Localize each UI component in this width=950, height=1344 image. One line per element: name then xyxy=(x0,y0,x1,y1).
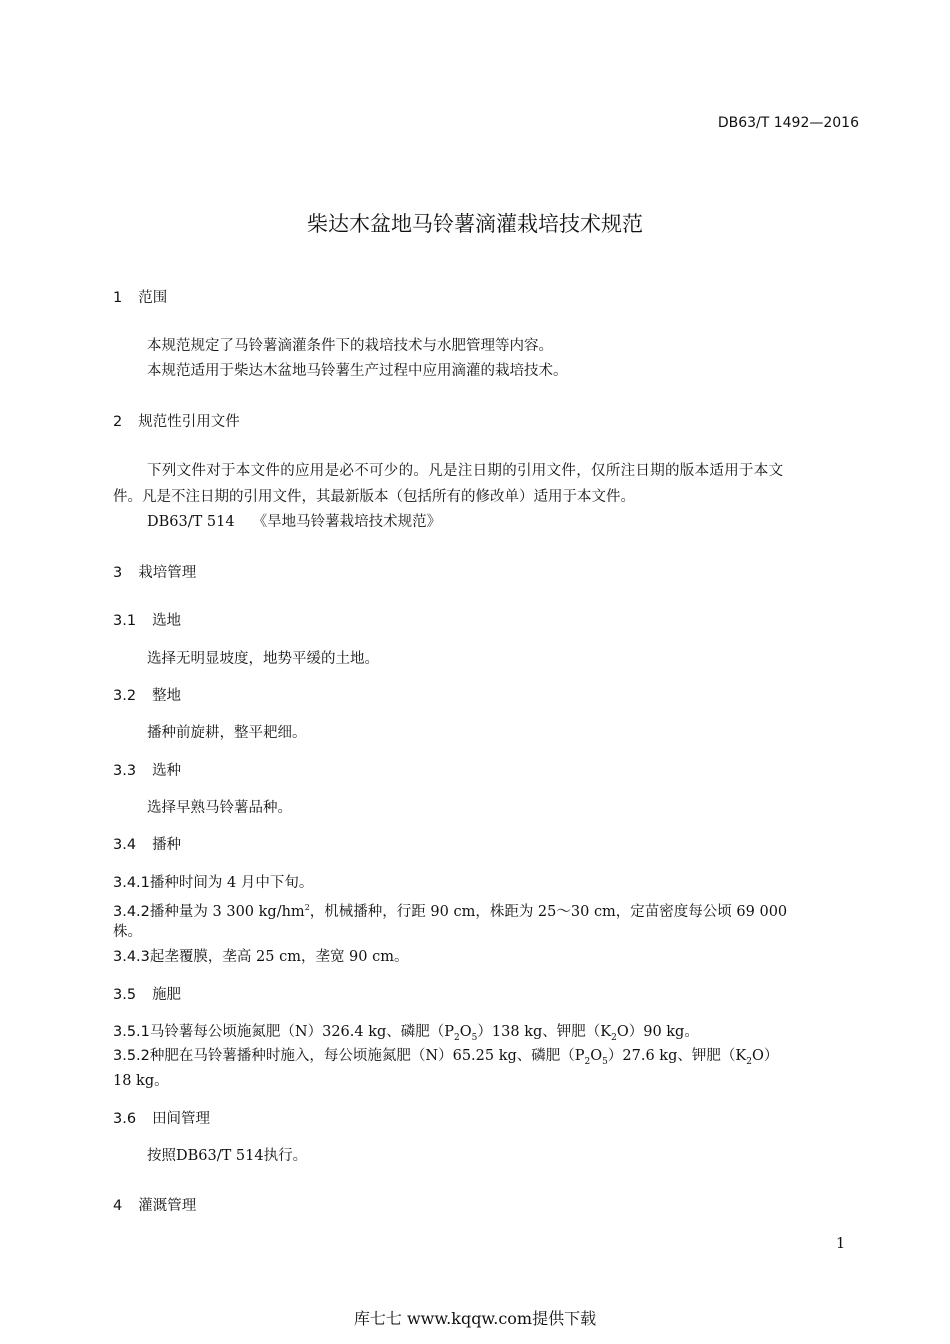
clause xyxy=(113,873,313,893)
clause-text: ，机械播种，行距 90 cm，株距为 25～30 cm，定苗密度每公顷 69 000 xyxy=(309,903,788,920)
paragraph: 按照DB63/T 514执行。 xyxy=(147,1148,308,1164)
section-title: 范围 xyxy=(138,290,168,306)
subscript: 5 xyxy=(602,1056,608,1067)
paragraph: 下列文件对于本文件的应用是必不可少的。凡是注日期的引用文件，仅所注日期的版本适用于本文 xyxy=(147,463,784,479)
section-title: 播种 xyxy=(152,837,182,853)
reference-item xyxy=(147,512,441,532)
section-number: 2 xyxy=(113,414,123,430)
clause-number: 3.4.3 xyxy=(113,949,150,965)
reference-title: 《旱地马铃薯栽培技术规范》 xyxy=(252,514,442,530)
clause-text: O xyxy=(590,1048,603,1064)
page-number: 1 xyxy=(836,1236,846,1252)
clause-text: 播种时间为 4 月中下旬。 xyxy=(149,875,314,891)
section-1-heading xyxy=(113,288,167,308)
section-number: 1 xyxy=(113,290,123,306)
clause-number: 3.5.2 xyxy=(113,1048,150,1064)
section-number: 4 xyxy=(113,1198,123,1214)
section-title: 规范性引用文件 xyxy=(138,414,240,430)
subscript: 2 xyxy=(746,1056,752,1067)
paragraph: 件。凡是不注日期的引用文件，其最新版本（包括所有的修改单）适用于本文件。 xyxy=(113,489,635,505)
section-number: 3.4 xyxy=(113,837,137,853)
clause-text: 种肥在马铃薯播种时施入，每公顷施氮肥（N）65.25 kg、磷肥（P xyxy=(149,1048,585,1064)
clause-number: 3.4.1 xyxy=(113,875,150,891)
clause-text: 马铃薯每公顷施氮肥（N）326.4 kg、磷肥（P xyxy=(149,1024,455,1040)
paragraph: 选择早熟马铃薯品种。 xyxy=(147,800,292,816)
section-number: 3.2 xyxy=(113,688,137,704)
clause xyxy=(113,1046,778,1072)
subsection-heading xyxy=(113,686,181,706)
clause-continuation: 株。 xyxy=(113,924,142,940)
section-number: 3.1 xyxy=(113,613,137,629)
clause-text: 起垄覆膜，垄高 25 cm，垄宽 90 cm。 xyxy=(149,949,409,965)
section-number: 3 xyxy=(113,565,123,581)
subsection-heading xyxy=(113,761,181,781)
subsection-heading xyxy=(113,1109,210,1129)
section-2-heading xyxy=(113,412,240,432)
section-title: 田间管理 xyxy=(152,1111,211,1127)
subsection-heading xyxy=(113,611,181,631)
clause xyxy=(113,1022,699,1048)
document-title: 柴达木盆地马铃薯滴灌栽培技术规范 xyxy=(307,212,643,236)
clause xyxy=(113,898,787,922)
subscript: 2 xyxy=(584,1056,591,1067)
section-number: 3.6 xyxy=(113,1111,137,1127)
section-number: 3.5 xyxy=(113,987,137,1003)
clause xyxy=(113,947,408,967)
clause-text: O）90 kg。 xyxy=(616,1024,699,1040)
section-number: 3.3 xyxy=(113,763,137,779)
paragraph: 本规范规定了马铃薯滴灌条件下的栽培技术与水肥管理等内容。 xyxy=(147,338,553,354)
section-title: 选地 xyxy=(152,613,182,629)
paragraph: 播种前旋耕，整平耙细。 xyxy=(147,725,307,741)
section-3-heading xyxy=(113,563,196,583)
clause-text: ）27.6 kg、钾肥（K xyxy=(607,1048,747,1064)
clause-continuation: 18 kg。 xyxy=(113,1073,169,1089)
clause-text: O） xyxy=(751,1048,779,1064)
subscript: 5 xyxy=(471,1032,478,1043)
paragraph: 本规范适用于柴达木盆地马铃薯生产过程中应用滴灌的栽培技术。 xyxy=(147,363,568,379)
section-title: 选种 xyxy=(152,763,182,779)
clause-text: 播种量为 3 300 kg/hm xyxy=(149,903,305,920)
section-title: 栽培管理 xyxy=(138,565,197,581)
superscript: 2 xyxy=(304,903,310,912)
clause-text: O xyxy=(459,1024,472,1040)
clause-text: ）138 kg、钾肥（K xyxy=(477,1024,612,1040)
subsection-heading xyxy=(113,835,181,855)
footer-watermark: 库七七 www.kqqw.com提供下载 xyxy=(353,1309,597,1328)
section-title: 灌溉管理 xyxy=(138,1198,197,1214)
subsection-heading xyxy=(113,985,181,1005)
reference-code: DB63/T 514 xyxy=(147,514,235,530)
clause-number: 3.5.1 xyxy=(113,1024,150,1040)
section-4-heading xyxy=(113,1196,196,1216)
subscript: 2 xyxy=(611,1032,617,1043)
clause-number: 3.4.2 xyxy=(113,903,150,920)
standard-number: DB63/T 1492—2016 xyxy=(717,115,859,131)
subscript: 2 xyxy=(454,1032,460,1043)
paragraph: 选择无明显坡度，地势平缓的土地。 xyxy=(147,651,379,667)
section-title: 整地 xyxy=(152,688,182,704)
section-title: 施肥 xyxy=(152,987,182,1003)
